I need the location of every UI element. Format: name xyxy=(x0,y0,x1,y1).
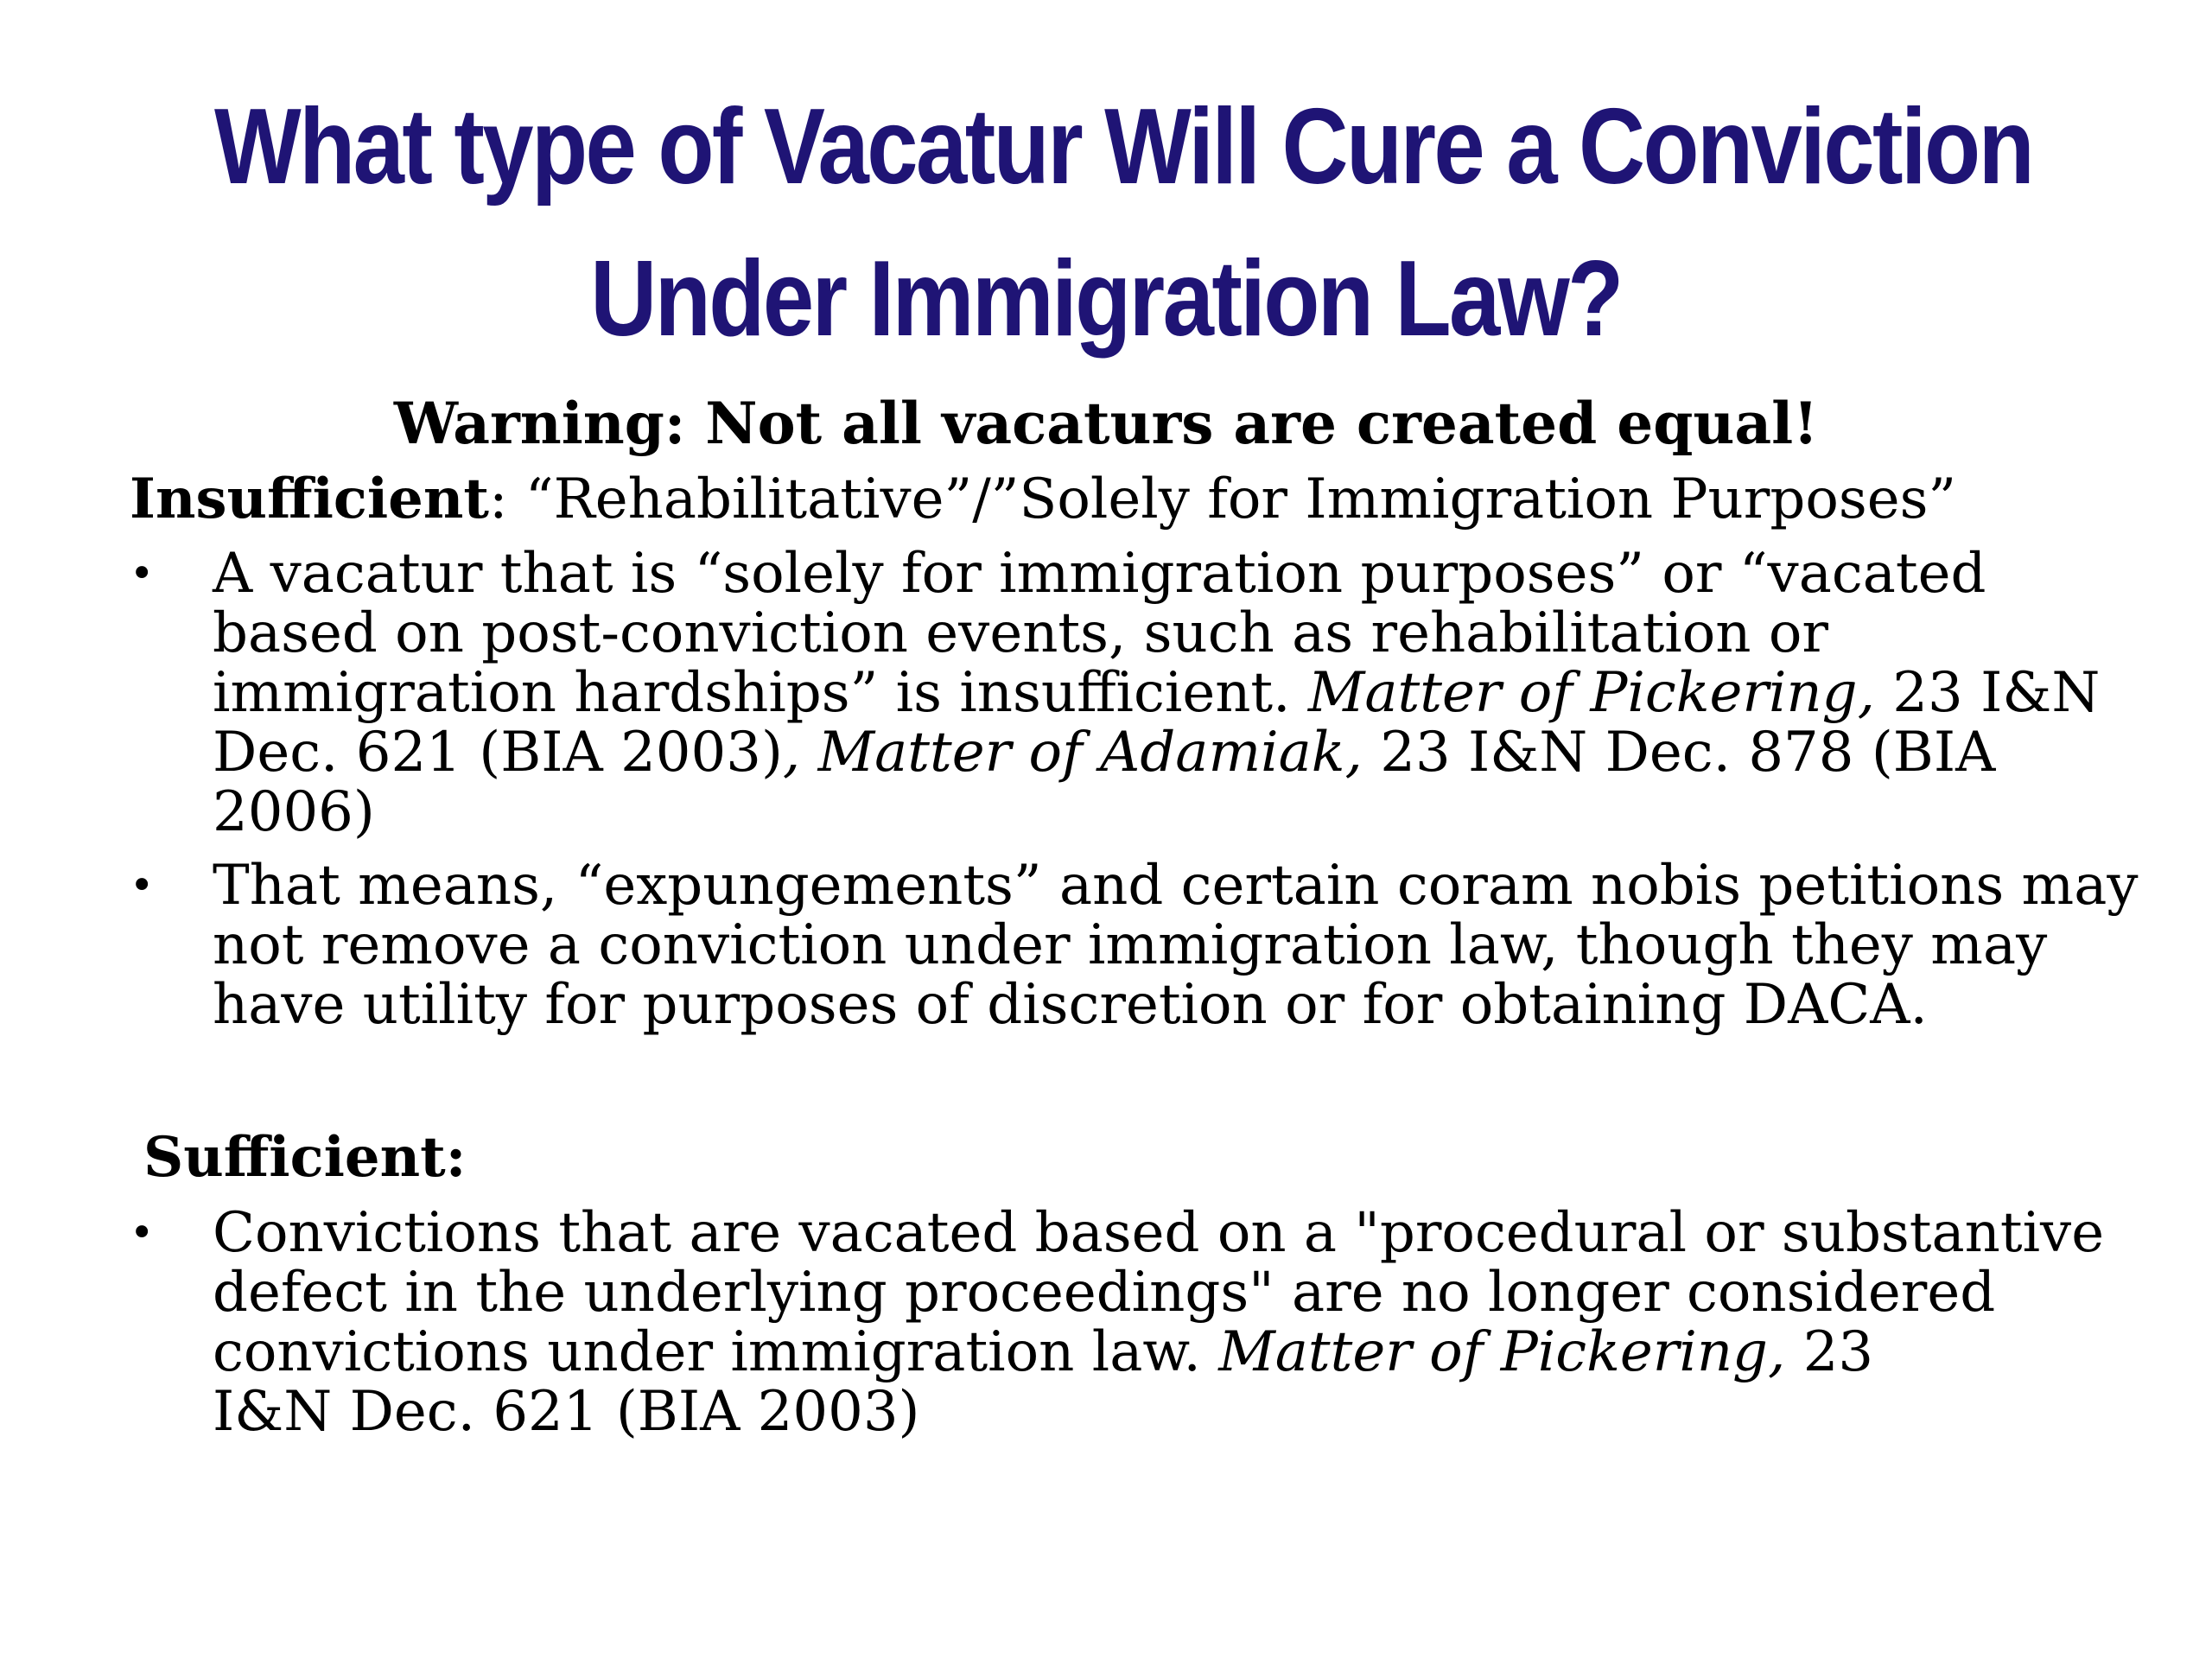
bullet-line: A vacatur that is “solely for immigration purposes” or “vacated xyxy=(213,542,1986,606)
bullet-line xyxy=(213,723,2108,783)
bullet-text: immigration hardships” is insufficient. xyxy=(213,661,1308,725)
slide-title-line-2: Under Immigration Law? xyxy=(590,239,1622,359)
list-item xyxy=(130,544,2108,842)
sufficient-label: Sufficient: xyxy=(143,1125,467,1190)
insufficient-bullet-list xyxy=(130,542,2139,1049)
bullet-text: convictions under immigration law. xyxy=(213,1320,1219,1384)
bullet-line: based on post-conviction events, such as rehabilitation or xyxy=(213,601,1828,665)
bullet-line: not remove a conviction under immigration law, though they may xyxy=(213,913,2048,977)
list-item xyxy=(130,854,2139,1037)
bullet-line: Convictions that are vacated based on a "procedural or substantive xyxy=(213,1201,2105,1265)
bullet-text: 23 I&N xyxy=(1874,661,2101,725)
bullet-text: Dec. 621 (BIA 2003) xyxy=(213,721,783,785)
insufficient-description: “Rehabilitative”/”Solely for Immigration Purposes” xyxy=(524,467,1957,531)
insufficient-label: Insufficient xyxy=(130,467,489,531)
bullet-line: defect in the underlying proceedings" are no longer considered xyxy=(213,1261,1996,1325)
bullet-line: That means, “expungements” and certain coram nobis petitions may xyxy=(213,854,2139,918)
case-citation: , Matter of Adamiak, xyxy=(782,721,1363,785)
bullet-line: I&N Dec. 621 (BIA 2003) xyxy=(213,1380,920,1444)
bullet-icon: • xyxy=(130,550,155,598)
bullet-text: 23 xyxy=(1785,1320,1874,1384)
case-citation: Matter of Pickering, xyxy=(1307,661,1875,725)
bullet-line xyxy=(213,661,2108,725)
slide-title xyxy=(214,71,2033,375)
bullet-line: have utility for purposes of discretion or for obtaining DACA. xyxy=(213,973,1928,1037)
bullet-icon: • xyxy=(130,1209,155,1257)
list-item xyxy=(130,1201,2108,1444)
warning-heading: Warning: Not all vacaturs are created equal! xyxy=(393,390,1819,457)
bullet-icon: • xyxy=(130,861,155,910)
bullet-text: 23 I&N Dec. 878 (BIA xyxy=(1362,721,1996,785)
bullet-line: 2006) xyxy=(213,780,375,844)
case-citation: Matter of Pickering, xyxy=(1218,1320,1786,1384)
bullet-line xyxy=(213,1320,2108,1384)
slide-title-line-1: What type of Vacatur Will Cure a Conviction xyxy=(214,87,2033,207)
insufficient-heading xyxy=(130,465,1956,534)
sufficient-bullet-list xyxy=(130,1201,2108,1456)
sufficient-heading xyxy=(143,1123,466,1192)
insufficient-separator: : xyxy=(488,467,525,531)
